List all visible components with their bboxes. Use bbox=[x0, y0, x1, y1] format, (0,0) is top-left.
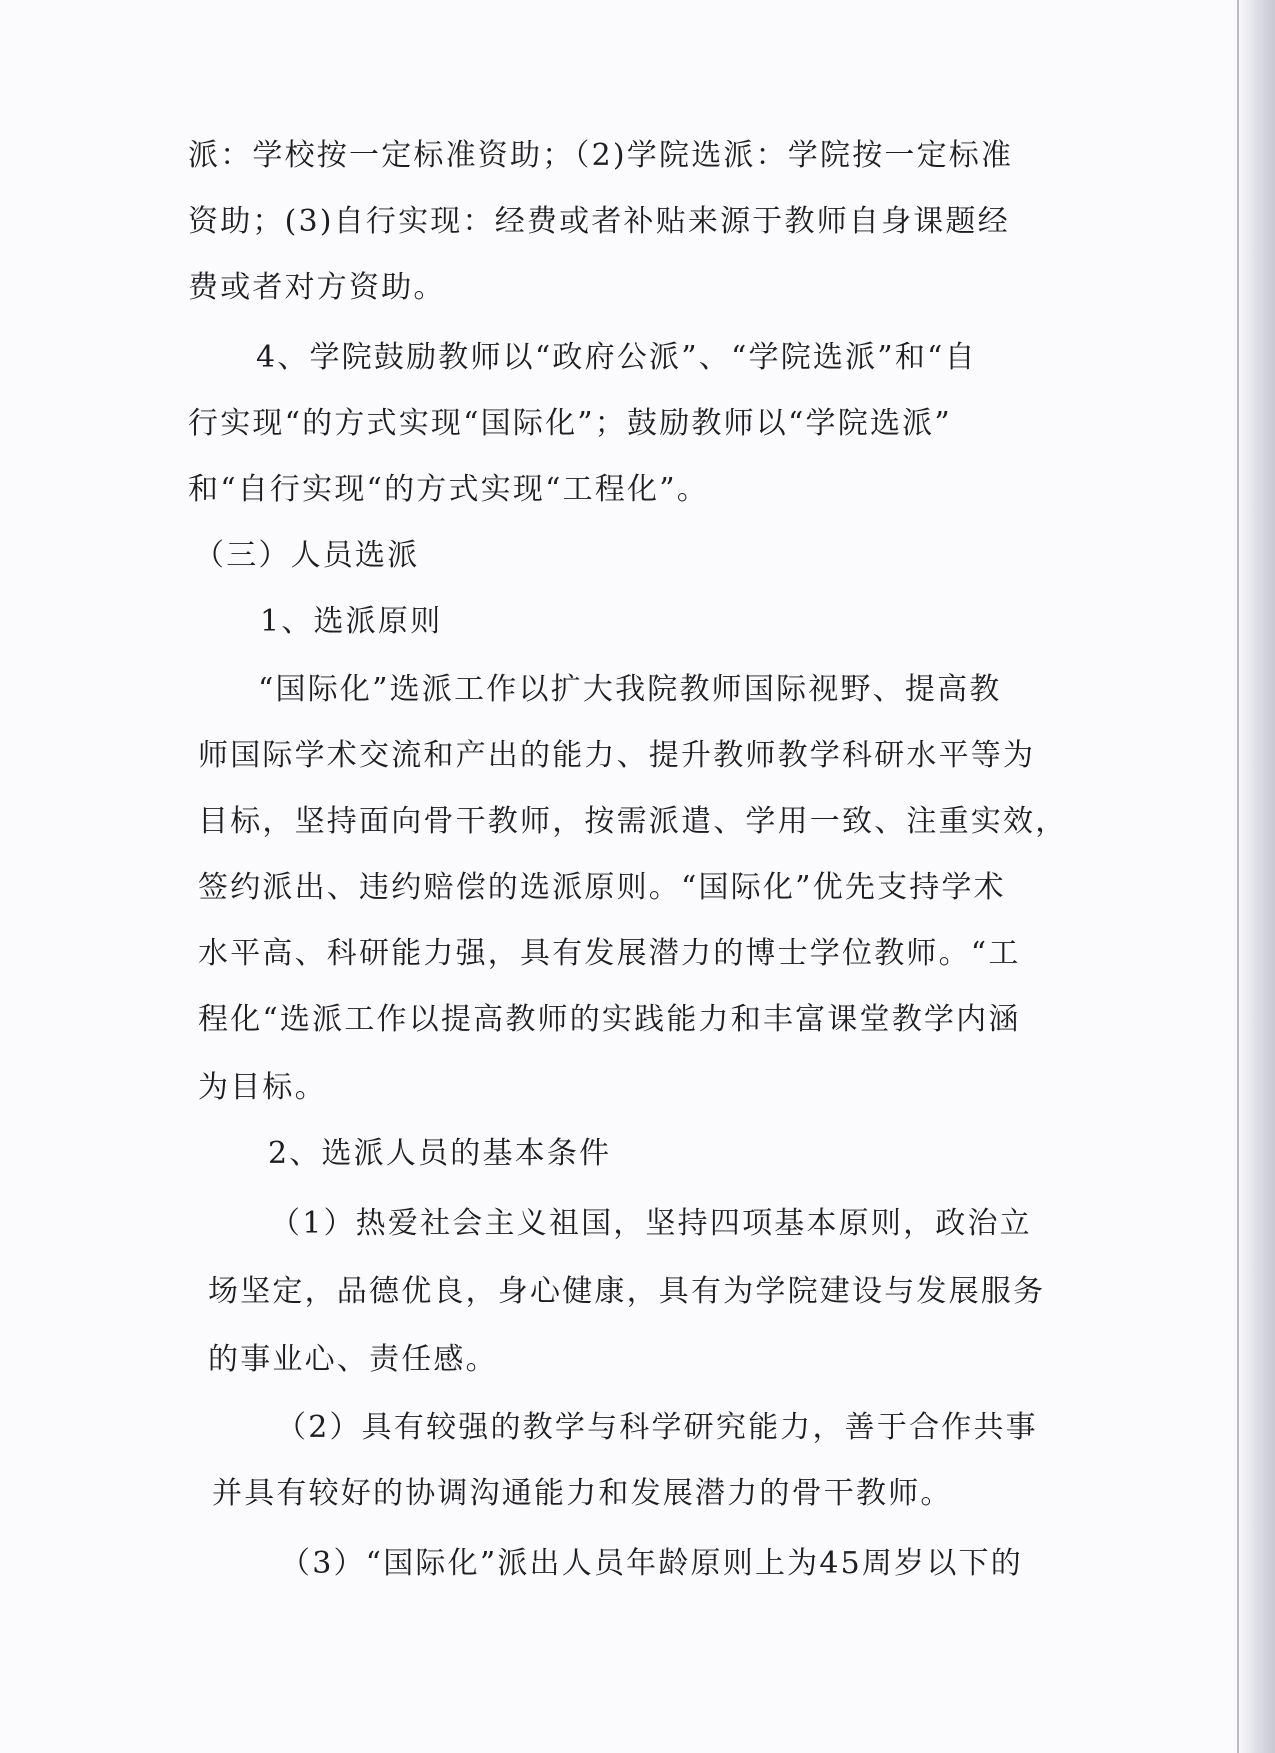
text-line: 行实现“的方式实现“国际化”；鼓励教师以“学院选派” bbox=[188, 406, 952, 441]
scan-edge-shadow bbox=[1237, 0, 1275, 1753]
text-line: 为目标。 bbox=[198, 1070, 327, 1105]
text-line: “国际化”选派工作以扩大我院教师国际视野、提高教 bbox=[258, 672, 1002, 707]
text-line: 费或者对方资助。 bbox=[188, 270, 446, 305]
text-line: 水平高、科研能力强，具有发展潜力的博士学位教师。“工 bbox=[198, 936, 1021, 971]
subsection-heading: 2、选派人员的基本条件 bbox=[268, 1136, 612, 1171]
text-line: 的事业心、责任感。 bbox=[208, 1342, 498, 1377]
section-heading: （三）人员选派 bbox=[194, 538, 420, 573]
text-line: （2）具有较强的教学与科学研究能力，善于合作共事 bbox=[276, 1410, 1038, 1445]
text-line: 场坚定，品德优良，身心健康，具有为学院建设与发展服务 bbox=[208, 1274, 1046, 1309]
text-line: 师国际学术交流和产出的能力、提升教师教学科研水平等为 bbox=[198, 738, 1036, 773]
text-line: 并具有较好的协调沟通能力和发展潜力的骨干教师。 bbox=[212, 1476, 953, 1511]
text-line: （1）热爱社会主义祖国，坚持四项基本原则，政治立 bbox=[270, 1206, 1032, 1241]
text-line: 派：学校按一定标准资助；（2)学院选派：学院按一定标准 bbox=[188, 138, 1014, 173]
text-line: 资助；(3)自行实现：经费或者补贴来源于教师自身课题经 bbox=[188, 204, 1010, 239]
text-line: 签约派出、违约赔偿的选派原则。“国际化”优先支持学术 bbox=[198, 870, 1006, 905]
scan-edge-line bbox=[1237, 0, 1239, 1753]
text-line: （3）“国际化”派出人员年龄原则上为45周岁以下的 bbox=[280, 1546, 1023, 1581]
subsection-heading: 1、选派原则 bbox=[260, 604, 443, 639]
text-line: 程化“选派工作以提高教师的实践能力和丰富课堂教学内涵 bbox=[198, 1002, 1021, 1037]
text-line: 和“自行实现“的方式实现“工程化”。 bbox=[188, 472, 709, 507]
text-line: 4、学院鼓励教师以“政府公派”、“学院选派”和“自 bbox=[256, 340, 977, 375]
text-line: 目标，坚持面向骨干教师，按需派遣、学用一致、注重实效， bbox=[198, 804, 1068, 839]
